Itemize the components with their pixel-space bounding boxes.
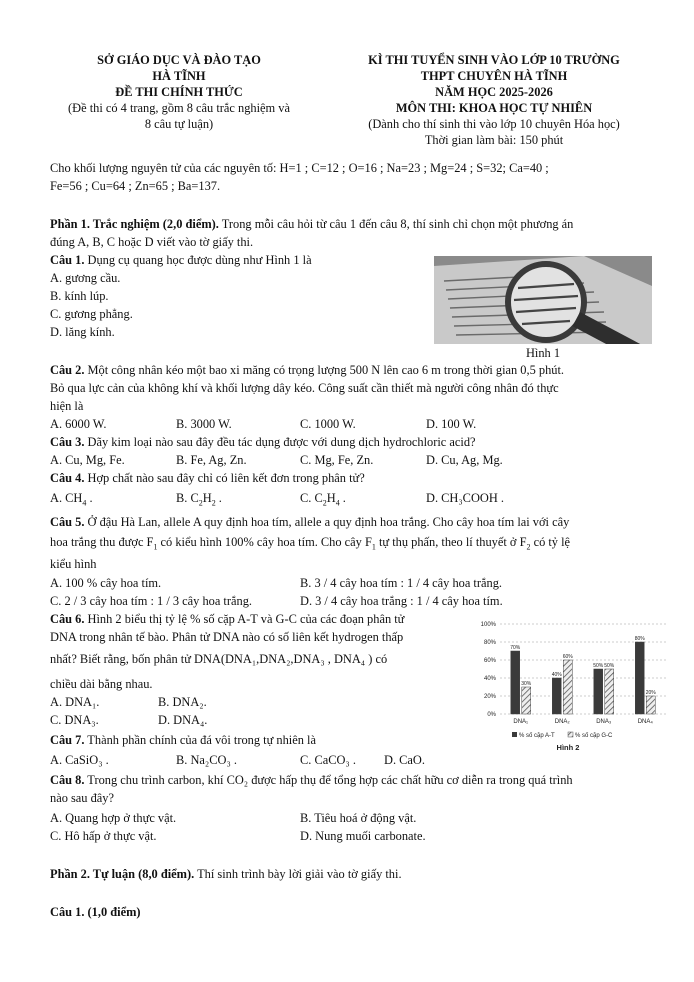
figure-2-svg — [470, 612, 670, 762]
q8-option-d: D. Nung muối carbonate. — [300, 829, 426, 843]
question-1-label: Câu 1. — [50, 253, 85, 267]
bar-value-label: 70% — [510, 645, 521, 651]
q6-option-d: D. DNA₄. — [158, 713, 208, 727]
bar-value-label: 30% — [521, 681, 532, 687]
question-3-label: Câu 3. — [50, 435, 85, 449]
question-6-text: Hình 2 biểu thị tỷ lệ % số cặp A-T và G-C của các đoạn phân tử — [84, 612, 405, 626]
bar-gc-1 — [522, 687, 531, 714]
bar-value-label: 40% — [551, 672, 562, 678]
legend-swatch-gc — [568, 732, 573, 737]
x-tick-label: DNA₃ — [596, 719, 612, 725]
x-tick-label: DNA₂ — [554, 719, 570, 725]
part1-desc-2: đúng A, B, C hoặc D viết vào tờ giấy thi. — [50, 235, 254, 249]
question-3 — [50, 434, 476, 451]
bar-value-label: 50% — [604, 663, 615, 669]
magnifier-illustration — [434, 256, 652, 344]
q6-option-c: C. DNA₃. — [50, 713, 99, 727]
atomic-mass-line-1: Cho khối lượng nguyên tử của các nguyên tố: H=1 ; C=12 ; O=16 ; Na=23 ; Mg=24 ; S=32; Ca=40 ; — [50, 161, 549, 175]
bar-value-label: 50% — [593, 663, 604, 669]
q6-option-a: A. DNA₁. — [50, 695, 100, 709]
q2-option-a: A. 6000 W. — [50, 417, 107, 431]
q8-option-a: A. Quang hợp ở thực vật. — [50, 811, 177, 825]
exam-pages-note: (Đề thi có 4 trang, gồm 8 câu trắc nghiệm và — [68, 101, 290, 115]
y-tick-label: 20% — [483, 694, 496, 700]
bar-at-1 — [511, 651, 520, 714]
header-left — [40, 52, 318, 132]
department-name: SỞ GIÁO DỤC VÀ ĐÀO TẠO — [97, 53, 261, 67]
bar-at-2 — [552, 678, 561, 714]
question-4-text: Hợp chất nào sau đây chỉ có liên kết đơn trong phân tử? — [84, 471, 365, 485]
official-exam-label: ĐỀ THI CHÍNH THỨC — [115, 85, 243, 99]
bar-gc-3 — [605, 669, 614, 714]
exam-pages-note-2: 8 câu tự luận) — [144, 117, 214, 131]
question-2 — [50, 362, 564, 379]
q5-option-a: A. 100 % cây hoa tím. — [50, 576, 162, 590]
q2-option-c: C. 1000 W. — [300, 417, 356, 431]
school-year: NĂM HỌC 2025-2026 — [435, 85, 553, 99]
q7-option-c: C. CaCO₃ . — [300, 753, 356, 767]
question-6-text-2: DNA trong nhân tế bào. Phân tử DNA nào có số liên kết hydrogen thấp — [50, 630, 404, 644]
q1-option-a: A. gương cầu. — [50, 271, 121, 285]
question-5-text-2: hoa trắng thu được $F_1$ có kiểu hình 100% cây hoa tím. Cho cây $F_1$ tự thụ phấn, theo lí thuyết ở $F_2$ có tỷ lệ — [50, 535, 571, 552]
question-3-text: Dãy kim loại nào sau đây đều tác dụng được với dung dịch hydrochloric acid? — [84, 435, 476, 449]
y-tick-label: 80% — [483, 640, 496, 646]
q2-option-b: B. 3000 W. — [176, 417, 232, 431]
x-tick-label: DNA₁ — [513, 719, 529, 725]
exam-duration: Thời gian làm bài: 150 phút — [424, 133, 564, 147]
question-6-label: Câu 6. — [50, 612, 85, 626]
q8-option-b: B. Tiêu hoá ở động vật. — [300, 811, 417, 825]
bar-value-label: 20% — [645, 690, 656, 696]
question-8-text: Trong chu trình carbon, khí CO₂ được hấp thụ để tổng hợp các chất hữu cơ diễn ra trong quá trình — [84, 773, 573, 787]
question-1-text: Dụng cụ quang học được dùng như Hình 1 là — [84, 253, 312, 267]
part1-title: Phần 1. Trắc nghiệm (2,0 điểm). — [50, 217, 219, 231]
part2-desc: Thí sinh trình bày lời giải vào tờ giấy thi. — [194, 867, 402, 881]
bar-gc-4 — [646, 696, 655, 714]
q4-option-a: A. $CH_4$ . — [50, 491, 93, 508]
q7-option-d: D. CaO. — [384, 753, 425, 767]
school-name: THPT CHUYÊN HÀ TĨNH — [420, 69, 568, 83]
question-6 — [50, 611, 404, 628]
question-4 — [50, 470, 365, 487]
candidate-note: (Dành cho thí sinh thi vào lớp 10 chuyên Hóa học) — [368, 117, 620, 131]
question-8 — [50, 772, 573, 789]
legend-swatch-at — [512, 732, 517, 737]
question-2-label: Câu 2. — [50, 363, 85, 377]
question-1 — [50, 252, 312, 269]
q7-option-a: A. CaSiO₃ . — [50, 753, 109, 767]
q3-option-c: C. Mg, Fe, Zn. — [300, 453, 374, 467]
bar-at-4 — [635, 642, 644, 714]
question-8-text-2: nào sau đây? — [50, 791, 114, 805]
question-4-label: Câu 4. — [50, 471, 85, 485]
q3-option-d: D. Cu, Ag, Mg. — [426, 453, 503, 467]
q3-option-b: B. Fe, Ag, Zn. — [176, 453, 247, 467]
q1-option-c: C. gương phẳng. — [50, 307, 133, 321]
question-7 — [50, 732, 316, 749]
bar-at-3 — [594, 669, 603, 714]
question-6-text-3: nhất? Biết rằng, bốn phân tử DNA(DNA₁,DNA₂,DNA₃ , DNA₄ ) có — [50, 652, 388, 666]
q7-option-b: B. Na₂CO₃ . — [176, 753, 237, 767]
q3-option-a: A. Cu, Mg, Fe. — [50, 453, 125, 467]
question-7-label: Câu 7. — [50, 733, 85, 747]
q1-option-d: D. lăng kính. — [50, 325, 115, 339]
x-tick-label: DNA₄ — [637, 719, 653, 725]
figure-1-caption: Hình 1 — [525, 346, 561, 360]
atomic-mass-line-2: Fe=56 ; Cu=64 ; Zn=65 ; Ba=137. — [50, 179, 221, 193]
subject-name: MÔN THI: KHOA HỌC TỰ NHIÊN — [395, 101, 593, 115]
question-5-text: Ở đậu Hà Lan, allele A quy định hoa tím, allele a quy định hoa trắng. Cho cây hoa tím lai với cây — [84, 515, 570, 529]
q4-option-d: D. CH₃COOH . — [426, 491, 504, 505]
part2-title: Phần 2. Tự luận (8,0 điểm). — [50, 867, 195, 881]
q1-option-b: B. kính lúp. — [50, 289, 109, 303]
q4-option-b: B. $C_2H_2$ . — [176, 491, 222, 508]
figure-1-magnifier-image — [434, 256, 652, 344]
question-2-text-2: Bỏ qua lực cản của không khí và khối lượng dây kéo. Công suất cần thiết mà người công nhân đó thực — [50, 381, 559, 395]
bar-value-label: 80% — [634, 636, 645, 642]
y-tick-label: 60% — [483, 658, 496, 664]
question-7-text: Thành phần chính của đá vôi trong tự nhiên là — [84, 733, 316, 747]
y-tick-label: 40% — [483, 676, 496, 682]
question-6-text-4: chiều dài bằng nhau. — [50, 677, 153, 691]
figure-2-caption: Hình 2 — [556, 743, 580, 752]
q5-option-c: C. 2 / 3 cây hoa tím : 1 / 3 cây hoa trắng. — [50, 594, 252, 608]
question-5-label: Câu 5. — [50, 515, 85, 529]
q4-option-c: C. $C_2H_4$ . — [300, 491, 346, 508]
part2-heading — [50, 866, 402, 883]
header-right — [322, 52, 666, 148]
legend-label-gc: % số cặp G-C — [575, 733, 613, 739]
question-2-text-3: hiện là — [50, 399, 84, 413]
part1-heading — [50, 216, 573, 233]
part2-question-1: Câu 1. (1,0 điểm) — [50, 905, 141, 919]
q8-option-c: C. Hô hấp ở thực vật. — [50, 829, 157, 843]
q2-option-d: D. 100 W. — [426, 417, 477, 431]
y-tick-label: 0% — [487, 712, 496, 718]
q5-option-d: D. 3 / 4 cây hoa trắng : 1 / 4 cây hoa tím. — [300, 594, 503, 608]
question-2-text: Một công nhân kéo một bao xi măng có trọng lượng 500 N lên cao 6 m trong thời gian 0,5 phút. — [84, 363, 565, 377]
q6-option-b: B. DNA₂. — [158, 695, 207, 709]
q5-option-b: B. 3 / 4 cây hoa tím : 1 / 4 cây hoa trắng. — [300, 576, 502, 590]
question-8-label: Câu 8. — [50, 773, 85, 787]
part1-desc: Trong mỗi câu hỏi từ câu 1 đến câu 8, thí sinh chỉ chọn một phương án — [218, 217, 574, 231]
province-name: HÀ TĨNH — [152, 69, 206, 83]
y-tick-label: 100% — [480, 622, 496, 628]
bar-gc-2 — [563, 660, 572, 714]
exam-title: KÌ THI TUYỂN SINH VÀO LỚP 10 TRƯỜNG — [368, 53, 620, 67]
question-5 — [50, 514, 569, 531]
bar-value-label: 60% — [562, 654, 573, 660]
question-5-text-3: kiểu hình — [50, 557, 97, 571]
figure-2-chart — [470, 612, 670, 762]
legend-label-at: % số cặp A-T — [519, 733, 555, 739]
